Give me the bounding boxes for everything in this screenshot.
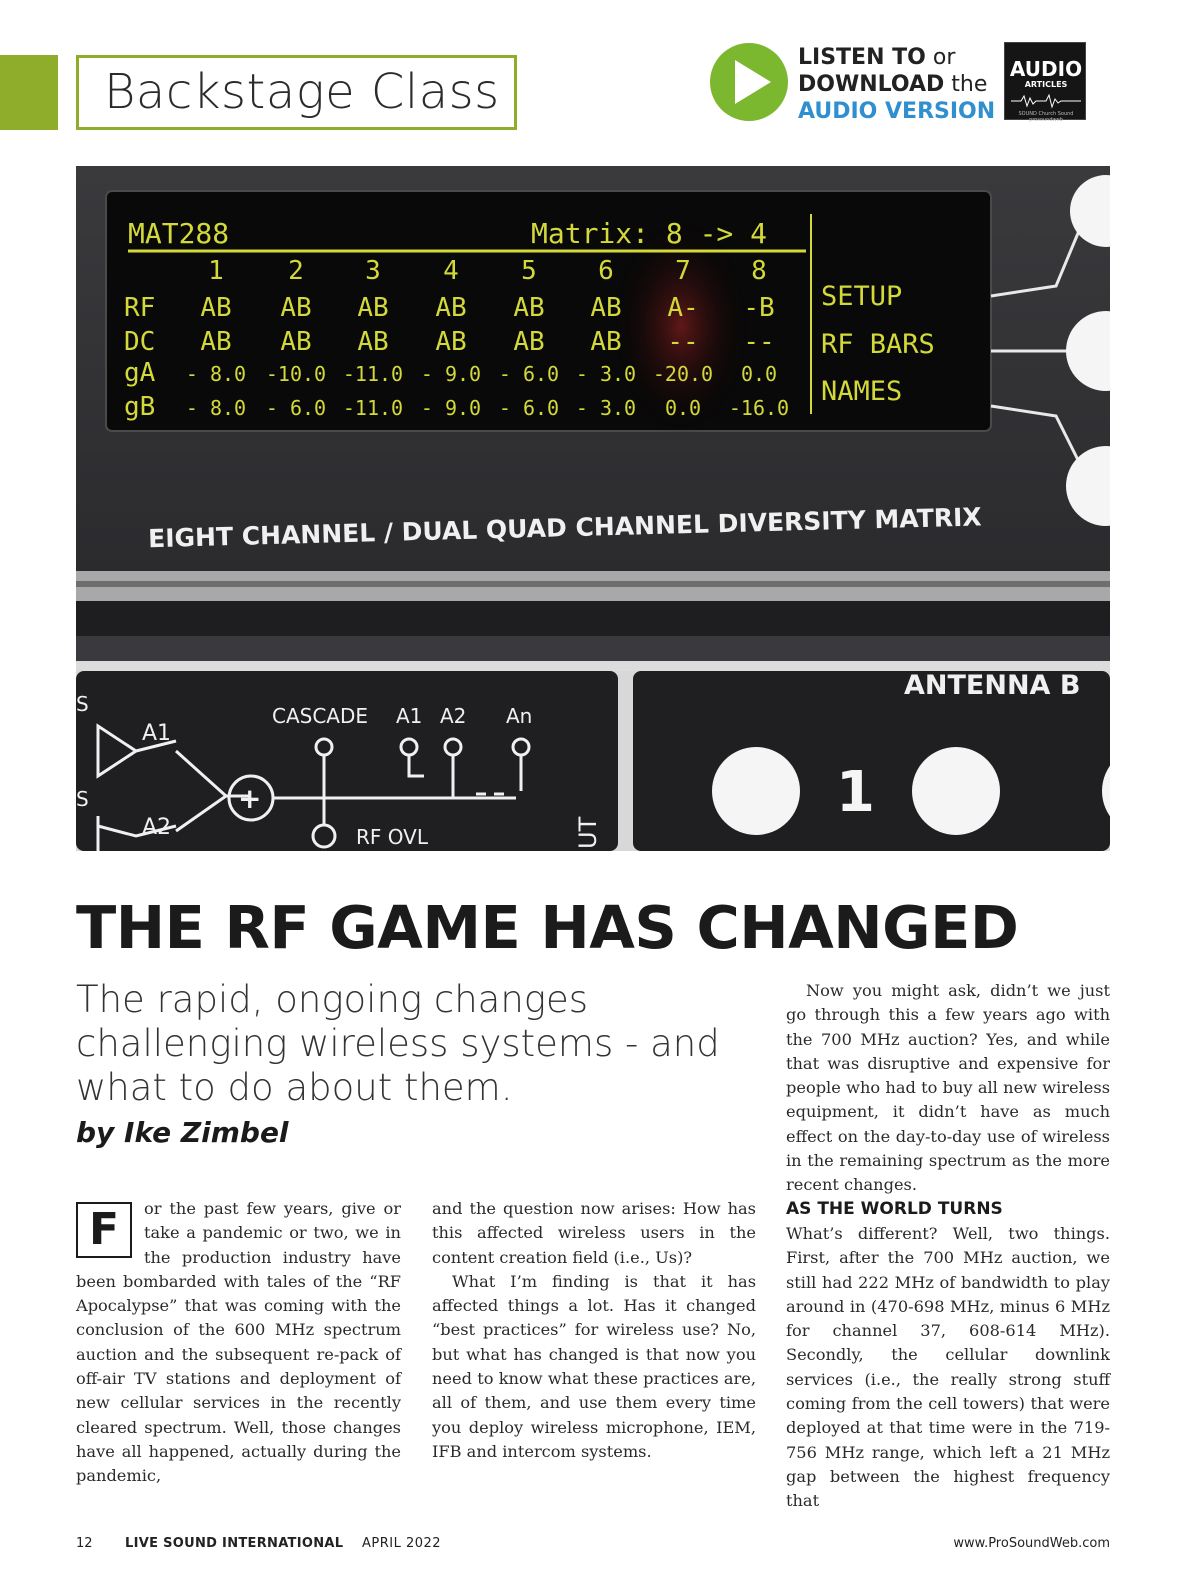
col2-paragraph-2: What I’m finding is that it has affected things a lot. Has it changed “best practices” for wireless use? No, but what has changed is that now you need to know what these practices are, all of them, and use them every time you deploy wireless microphone, IEM, IFB and intercom systems. xyxy=(432,1271,756,1461)
lcd-col-header: 8 xyxy=(751,256,767,286)
article-subhead: The rapid, ongoing changes challenging wireless systems - and what to do about them. xyxy=(76,978,720,1109)
lcd-cell: AB xyxy=(357,293,389,323)
lcd-row-label: gA xyxy=(124,358,156,388)
waveform-icon xyxy=(1011,93,1081,109)
lcd-cell: -11.0 xyxy=(342,396,404,420)
lcd-row-label: DC xyxy=(124,327,156,357)
diagram-a2-port: A2 xyxy=(440,704,467,728)
diagram-a1-port: A1 xyxy=(396,704,423,728)
lcd-cell: - 3.0 xyxy=(575,396,637,420)
lcd-cell: AB xyxy=(200,327,232,357)
lcd-cell: AB xyxy=(513,327,545,357)
diagram-a1: A1 xyxy=(142,721,172,746)
section-title: Backstage Class xyxy=(104,64,500,120)
diagram-edge-out: UT xyxy=(574,816,602,849)
antenna-label: ANTENNA B xyxy=(904,670,1081,701)
audio-line-2: DOWNLOAD the xyxy=(798,72,988,97)
column-3-top xyxy=(786,979,1110,1198)
lcd-cell: - 8.0 xyxy=(185,396,247,420)
column-2 xyxy=(432,1197,756,1464)
lcd-col-header: 6 xyxy=(598,256,614,286)
diagram-a2: A2 xyxy=(142,815,172,840)
lcd-cell: AB xyxy=(435,293,467,323)
column-1 xyxy=(76,1197,401,1489)
antenna-jack-left xyxy=(712,747,800,835)
lcd-cell: AB xyxy=(357,327,389,357)
lcd-menu-rf-bars: RF BARS xyxy=(821,329,935,360)
audio-version-link[interactable] xyxy=(798,44,995,125)
lcd-cell: - 6.0 xyxy=(265,396,327,420)
article-byline: by Ike Zimbel xyxy=(76,1116,289,1149)
lcd-row-label: gB xyxy=(124,392,156,422)
lcd-menu-names: NAMES xyxy=(821,376,903,407)
lcd-cell: - 9.0 xyxy=(420,396,482,420)
col3-paragraph-1: Now you might ask, didn’t we just go through this a few years ago with the 700 MHz auction? Yes, and while that was disruptive and expensive for people who had to buy all new wireless equipment, it didn’t have as much effect on the day-to-day use of wireless in the remaining spectrum as the more recent changes. xyxy=(786,981,1110,1195)
badge-title: AUDIO xyxy=(1009,57,1083,81)
lcd-cell: -B xyxy=(743,293,775,323)
section-color-tab xyxy=(0,55,58,130)
lcd-cell: 0.0 xyxy=(664,396,702,420)
lcd-cell: -11.0 xyxy=(342,362,404,386)
column-3-bottom xyxy=(786,1197,1110,1514)
lcd-col-header: 1 xyxy=(208,256,224,286)
badge-subtitle: ARTICLES xyxy=(1024,80,1068,89)
article-headline: THE RF GAME HAS CHANGED xyxy=(76,893,1019,962)
lcd-cell: -16.0 xyxy=(728,396,790,420)
lcd-cell: -- xyxy=(667,327,699,357)
lcd-cell: AB xyxy=(200,293,232,323)
lcd-menu-setup: SETUP xyxy=(821,281,903,312)
panel-label: EIGHT CHANNEL / DUAL QUAD CHANNEL DIVERSITY MATRIX xyxy=(147,502,982,554)
lcd-cell: AB xyxy=(513,293,545,323)
footer-page-number: 12 xyxy=(76,1536,93,1551)
lcd-cell: -20.0 xyxy=(652,362,714,386)
lcd-cell: - 6.0 xyxy=(498,362,560,386)
diagram-cascade: CASCADE xyxy=(272,704,369,728)
antenna-jack-right xyxy=(912,747,1000,835)
diagram-plus: + xyxy=(238,782,262,815)
lcd-cell: - 3.0 xyxy=(575,362,637,386)
badge-strip: SOUND Church Sound prosoundweb xyxy=(1018,111,1074,123)
diagram-edge-s2: S xyxy=(76,787,89,811)
lcd-col-header: 4 xyxy=(443,256,459,286)
col1-paragraph: or the past few years, give or take a pandemic or two, we in the production industry have been bombarded with tales of the “RF Apocalypse” that was coming with the conclusion of the 600 MHz spectrum auction and the subsequent re-pack of off-air TV stations and deployment of new cellular services in the recently cleared spectrum. Well, those changes have all happened, actually during the pandemic, xyxy=(76,1199,401,1486)
lcd-cell: - 8.0 xyxy=(185,362,247,386)
lcd-cell: - 9.0 xyxy=(420,362,482,386)
lcd-cell: AB xyxy=(590,327,622,357)
equipment-photo xyxy=(76,166,1110,851)
audio-articles-logo[interactable] xyxy=(1004,42,1086,123)
lcd-cell: 0.0 xyxy=(740,362,778,386)
lcd-table xyxy=(124,256,789,422)
audio-line-3: AUDIO VERSION xyxy=(798,99,996,124)
play-icon xyxy=(735,60,771,104)
col2-paragraph-1: and the question now arises: How has this affected wireless users in the content creation field (i.e., Us)? xyxy=(432,1199,756,1267)
antenna-number: 1 xyxy=(836,760,875,825)
diagram-rf-ovl: RF OVL xyxy=(356,825,428,849)
footer-date: APRIL 2022 xyxy=(362,1536,442,1551)
col3-paragraph-2: What’s different? Well, two things. First, after the 700 MHz auction, we still had 222 MHz of bandwidth to play around in (470-698 MHz, minus 6 MHz for channel 37, 608-614 MHz). Secondly, the cellular downlink services (i.e., the really strong stuff coming from the cell towers) that were deployed at that time were in the 719-756 MHz range, which left a 21 MHz gap between the highest frequency that xyxy=(786,1224,1110,1511)
footer-url[interactable]: www.ProSoundWeb.com xyxy=(953,1536,1110,1551)
lcd-cell: - 6.0 xyxy=(498,396,560,420)
lcd-cell: -- xyxy=(743,327,775,357)
col3-section-heading: AS THE WORLD TURNS xyxy=(786,1199,1003,1219)
lcd-cell: -10.0 xyxy=(265,362,327,386)
lcd-cell: A- xyxy=(667,293,699,323)
lcd-title: MAT288 xyxy=(128,217,230,250)
play-audio-button[interactable] xyxy=(710,43,788,121)
lcd-cell: AB xyxy=(435,327,467,357)
lcd-col-header: 3 xyxy=(365,256,381,286)
footer-magazine: LIVE SOUND INTERNATIONAL xyxy=(125,1536,344,1551)
lcd-col-header: 5 xyxy=(521,256,537,286)
lcd-cell: AB xyxy=(280,327,312,357)
audio-line-1: LISTEN TO or xyxy=(798,45,956,70)
diagram-an-port: An xyxy=(506,704,533,728)
lcd-row-label: RF xyxy=(124,293,156,323)
lcd-cell: AB xyxy=(280,293,312,323)
lcd-matrix: Matrix: 8 -> 4 xyxy=(531,217,768,250)
lcd-col-header: 2 xyxy=(288,256,304,286)
lcd-col-header: 7 xyxy=(675,256,691,286)
lcd-cell: AB xyxy=(590,293,622,323)
drop-cap: F xyxy=(76,1202,132,1258)
diagram-edge-s1: S xyxy=(76,692,89,716)
